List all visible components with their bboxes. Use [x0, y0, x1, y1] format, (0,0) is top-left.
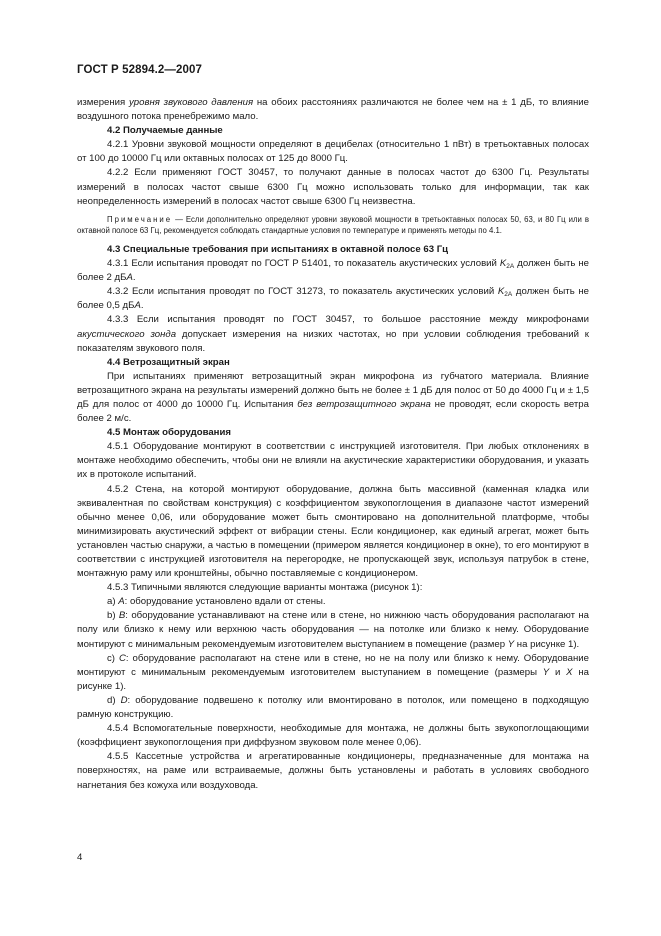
page-number: 4: [77, 852, 83, 863]
paragraph-4-3-2: 4.3.2 Если испытания проводят по ГОСТ 31273, то показатель акустических условий $K_{2A}$ должен быть не более 0,5 дБА.: [77, 286, 589, 312]
paragraph-4-5-4: 4.5.4 Вспомогательные поверхности, необходимые для монтажа, не должны быть звукопоглощающими (коэффициент звукопоглощения при диффузном звуковом поле менее 0,06).: [77, 723, 589, 749]
heading-4-4: 4.4 Ветрозащитный экран: [107, 356, 230, 368]
list-item-d: d) D: оборудование подвешено к потолку или вмонтировано в потолок, или помещено в подходящую рамную конструкцию.: [77, 694, 589, 721]
paragraph-4-1-end: измерения уровня звукового давления на обоих расстояниях различаются не более чем на ± 1 дБ, то влияние воздушного потока пренебрежимо мало.: [77, 97, 589, 123]
paragraph-4-2-2: 4.2.2 Если применяют ГОСТ 30457, то получают данные в полосах частот до 6300 Гц. Результаты измерений в полосах частот свыше 6300 Гц можно использовать только для информации, так как неопределенность измерений в полосах частот свыше 6300 Гц неизвестна.: [77, 167, 589, 207]
note-label: Примечание: [107, 214, 173, 224]
heading-4-5: 4.5 Монтаж оборудования: [107, 427, 231, 439]
paragraph-4-3-3: 4.3.3 Если испытания проводят по ГОСТ 30457, то большое расстояние между микрофонами акустического зонда допускает измерения на низких частотах, но при условии соблюдения требований к показателям звукового поля.: [77, 314, 589, 354]
paragraph-4-5-3: 4.5.3 Типичными являются следующие варианты монтажа (рисунок 1):: [107, 582, 423, 594]
paragraph-4-4: При испытаниях применяют ветрозащитный экран микрофона из губчатого материала. Влияние ветрозащитного экрана на результаты измерений должно быть не более ± 1 дБ для полос от 50 до 4000 Гц и ± 1,5 дБ для полос от 4000 до 10000 Гц. Испытания без ветрозащитного экрана не проводят, если скорость ветра более 2 м/с.: [77, 370, 589, 425]
heading-4-3: 4.3 Специальные требования при испытаниях в октавной полосе 63 Гц: [107, 243, 449, 255]
standard-code-header: ГОСТ Р 52894.2—2007: [77, 64, 202, 76]
heading-4-2: 4.2 Получаемые данные: [107, 125, 223, 137]
paragraph-4-3-1: 4.3.1 Если испытания проводят по ГОСТ Р 51401, то показатель акустических условий $K_{2A}$ должен быть не более 2 дБА.: [77, 258, 589, 284]
paragraph-4-5-1: 4.5.1 Оборудование монтируют в соответствии с инструкцией изготовителя. При любых отклонениях в монтаже необходимо обеспечить, чтобы они не влияли на акустические характеристики оборудования, и указать их в протоколе испытаний.: [77, 441, 589, 481]
paragraph-4-5-2: 4.5.2 Стена, на которой монтируют оборудование, должна быть массивной (каменная кладка или эквивалентная по свойствам конструкция) с коэффициентом звукопоглощения в диапазоне частот измерений обычно менее 0,06, или оборудование может быть смонтировано на дополнительной платформе, чтобы минимизировать акустический эффект от вибрации стены. Если кондиционер, как единый агрегат, может быть установлен частью снаружи, а частью в помещении (примером является кондиционер в окне), то его монтируют в соответствии с инструкцией изготовителя на перегородке, не пропускающей звук, используя патрубок в стене, монтажную раму или кронштейны, обычно поставляемые с кондиционером.: [77, 483, 589, 580]
paragraph-4-2-1: 4.2.1 Уровни звуковой мощности определяют в децибелах (относительно 1 пВт) в третьоктавных полосах от 100 до 10000 Гц или октавных полосах от 125 до 8000 Гц.: [77, 139, 589, 165]
list-item-a: a) A: оборудование установлено вдали от стены.: [107, 596, 326, 608]
note: Примечание — Если дополнительно определяют уровни звуковой мощности в третьоктавных полосах 50, 63, и 80 Гц или в октавной полосе 63 Гц, рекомендуется соблюдать стандартные условия по температуре и применять методы по 4.1.: [77, 214, 589, 236]
list-item-b: b) B: оборудование устанавливают на стене или в стене, но нижнюю часть оборудования располагают на полу или близко к нему или верхнюю часть оборудования — на потолке или близко к нему. Оборудование монтируют с минимальным рекомендуемым изготовителем выступанием в помещение (размер Y на рисунке 1).: [77, 610, 589, 650]
list-item-c: c) C: оборудование располагают на стене или в стене, но не на полу или близко к нему. Оборудование монтируют с минимальным рекомендуемым изготовителем выступанием в помещение (размеры Y и X на рисунке 1).: [77, 652, 589, 692]
paragraph-4-5-5: 4.5.5 Кассетные устройства и агрегатированные кондиционеры, предназначенные для монтажа на поверхностях, на раме или встраиваемые, должны быть установлены и работать в условиях свободного нагнетания без кожуха или воздуховода.: [77, 751, 589, 791]
document-body: [77, 96, 589, 793]
